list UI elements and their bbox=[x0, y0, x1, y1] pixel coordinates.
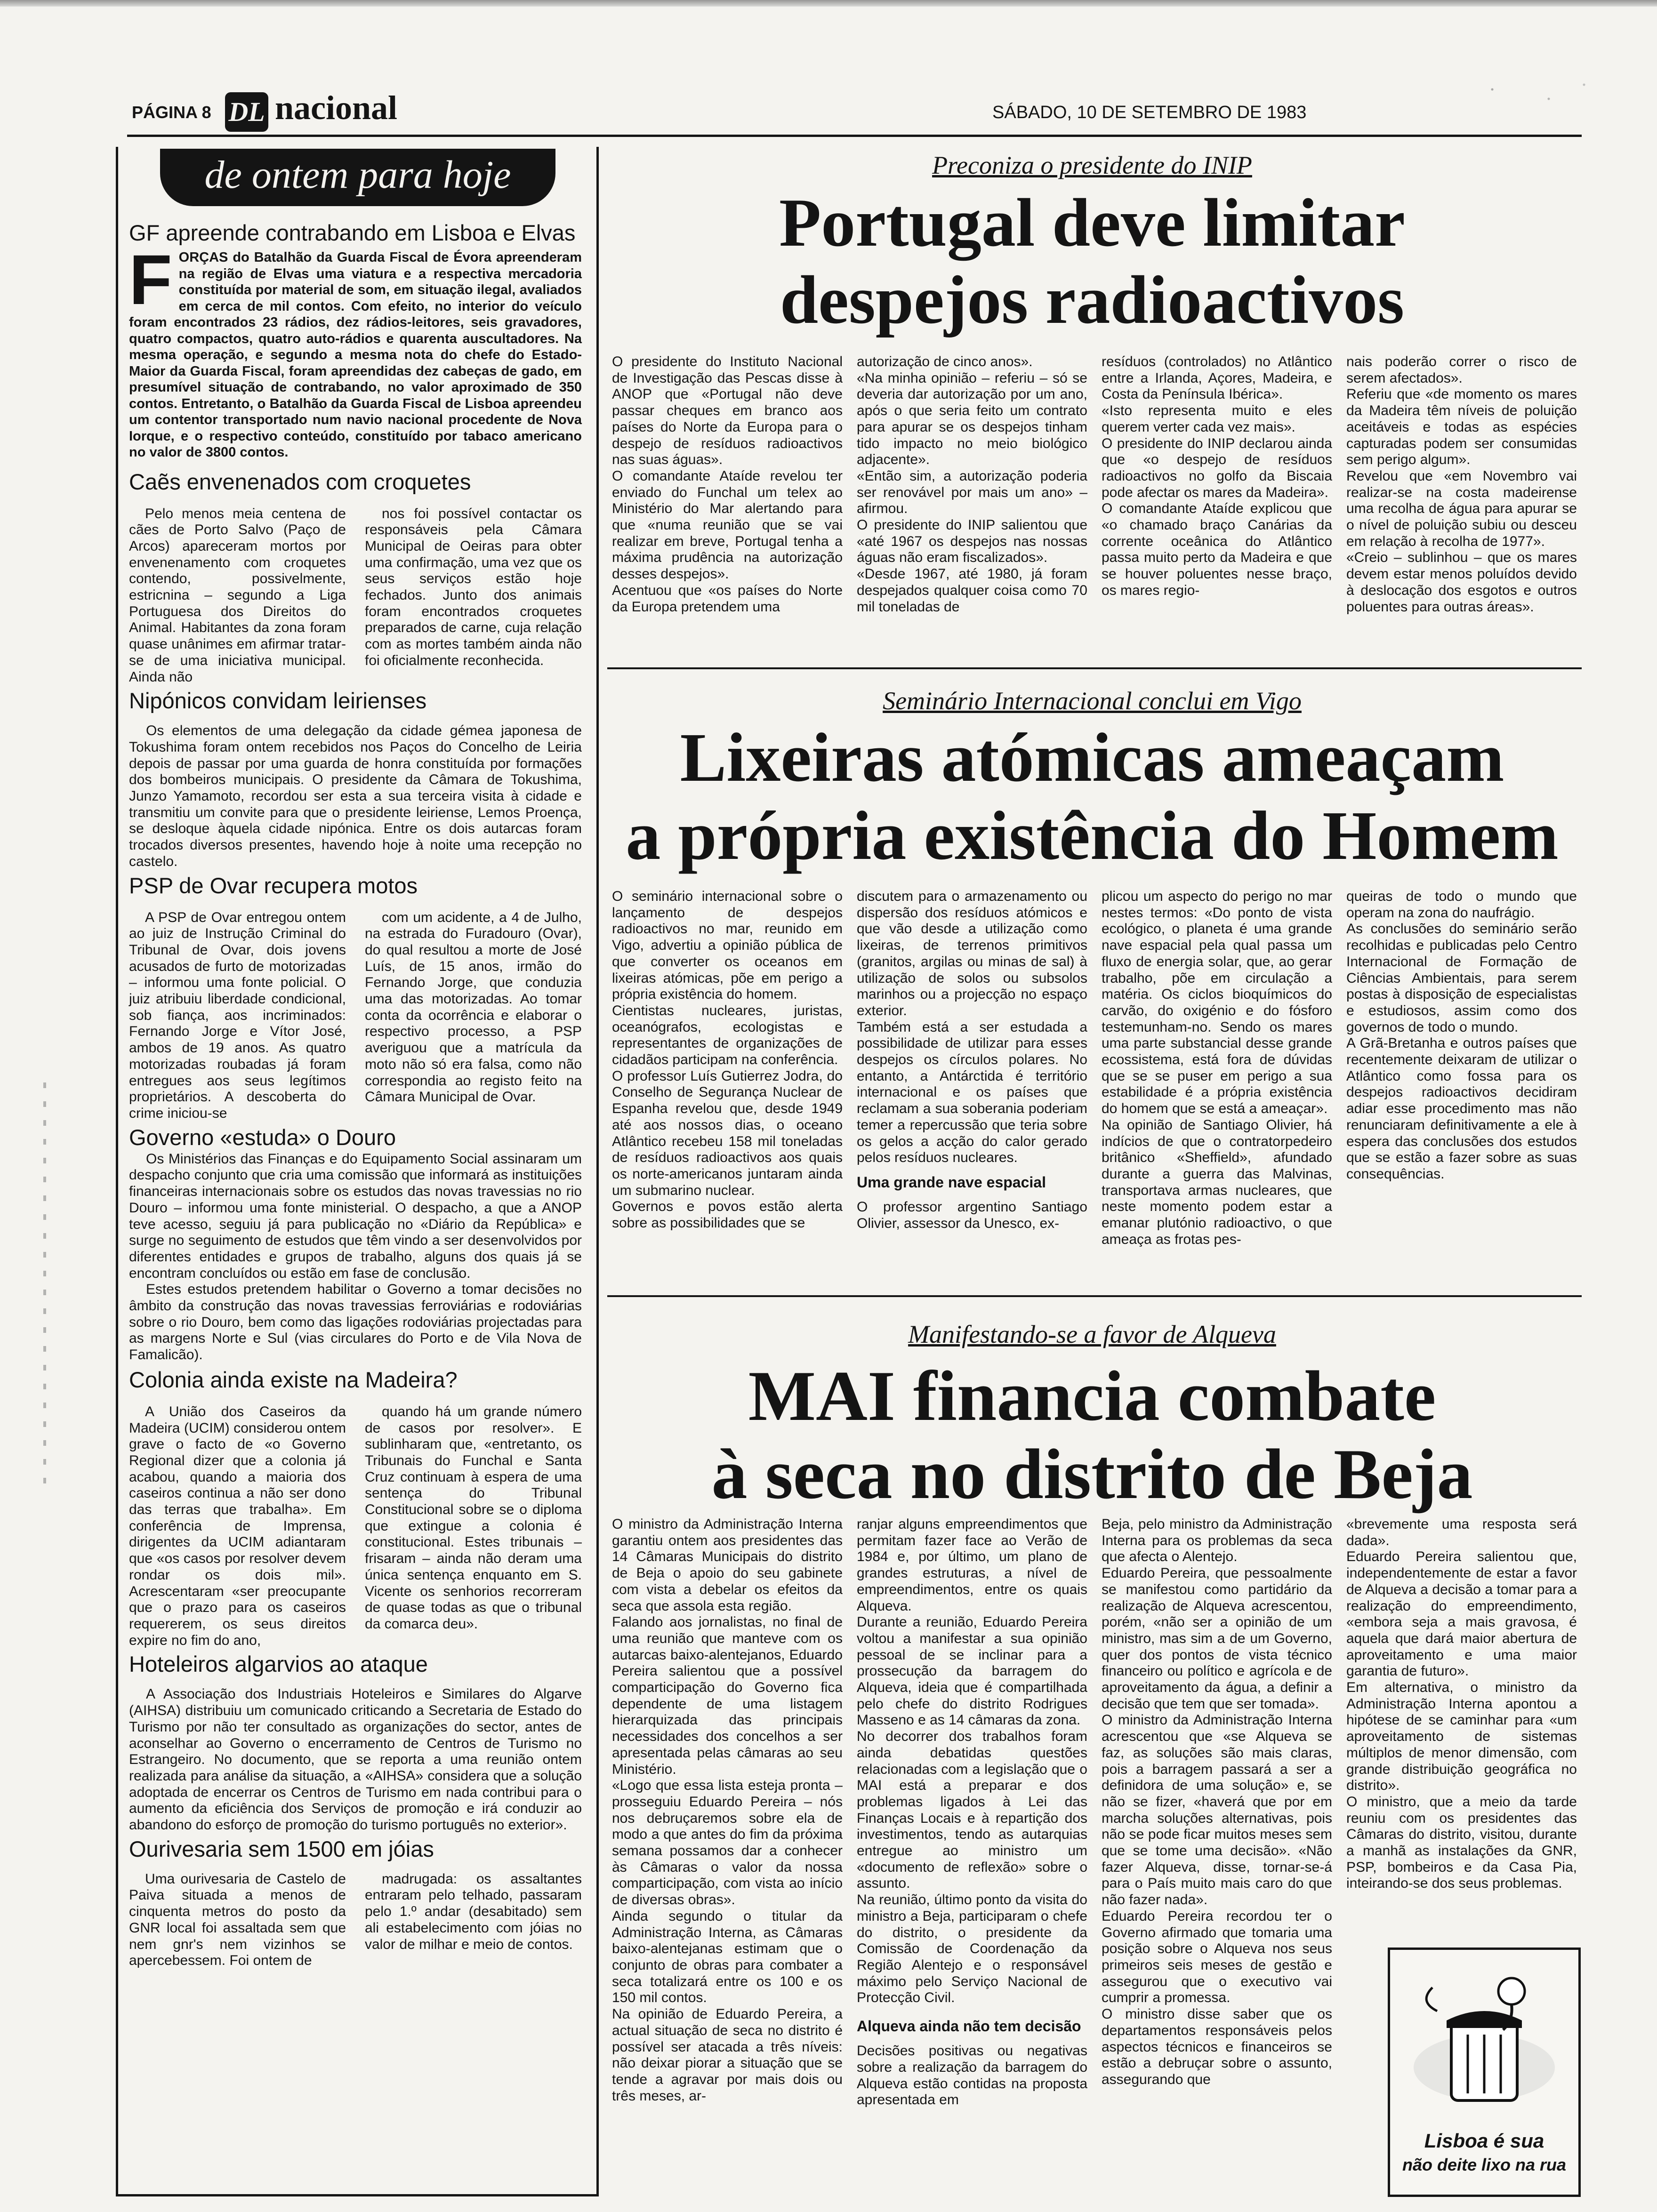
article2-col1-text: O seminário internacional sobre o lançamento de despejos radioactivos no mar, reunido em Vigo, advertiu a opinião pública de que converter os oceanos em lixeiras atómicas, põe em perigo a própria existência do homem. Cientistas nucleares, juristas, oceanógrafos, ecologistas e representantes de organizações de cidadãos participam na conferência. O professor Luís Gutierrez Jodra, do Conselho de Segurança Nuclear de Espanha revelou que, desde 1949 até aos nossos dias, o oceano Atlântico recebeu 158 mil toneladas de resíduos radioactivos aos quais os norte-americanos juntaram ainda um submarino nuclear. Governos e povos estão alerta sobre as possibilidades que se bbox=[612, 889, 843, 1231]
story-douro-body2: Estes estudos pretendem habilitar o Governo a tomar decisões no âmbito da construção das novas travessias ferroviárias e rodoviárias sobre o rio Douro, bem como das ligações rodoviárias projectadas para as margens Norte e Sul (vias circulares do Porto e de Vila Nova de Famalicão). bbox=[129, 1282, 582, 1363]
article2-col2 bbox=[857, 889, 1087, 1284]
story-colonia-columns bbox=[129, 1404, 582, 1649]
masthead-rule bbox=[127, 135, 1582, 137]
left-stories bbox=[129, 220, 582, 1969]
article1-title-line2: despejos radioactivos bbox=[780, 262, 1405, 338]
article2-rule bbox=[607, 1295, 1582, 1297]
story-niponicos-body: Os elementos de uma delegação da cidade gémea japonesa de Tokushima foram ontem recebidos nos Paços do Concelho de Leiria depois de passar por uma guarda de honra constituída por formações dos bombeiros municipais. O presidente da Câmara de Tokushima, Junzo Yamamoto, recordou ser esta a sua terceira visita à cidade e transmitiu um convite para que o presidente leiriense, Lemos Proença, se desloque àquela cidade nipónica. Entre os dois autarcas foram trocados diversos presentes, havendo hoje à noite uma recepção no castelo. bbox=[129, 723, 582, 869]
trash-bin-illustration bbox=[1390, 1950, 1578, 2119]
article2-col4 bbox=[1346, 889, 1577, 1284]
article1-col3-text: resíduos (controlados) no Atlântico entre a Irlanda, Açores, Madeira, e Costa da Península Ibérica». «Isto representa muito e eles querem verter cada vez mais». O presidente do INIP declarou ainda que «o despejo de resíduos radioactivos no golfo da Biscaia pode afectar os mares da Madeira». O comandante Ataíde explicou que «o chamado braço Canárias da corrente oceânica do Atlântico passa muito perto da Madeira e que se houver poluentes nesse braço, os mares regio- bbox=[1102, 354, 1332, 598]
article1-col2 bbox=[857, 354, 1087, 655]
story-hoteleiros-body: A Associação dos Industriais Hoteleiros e Similares do Algarve (AIHSA) distribuiu um comunicado criticando a Secretaria de Estado do Turismo por não ter consultado as organizações do sector, antes de aconselhar ao Governo o encerramento de Centros de Turismo no Estrangeiro. No documento, que se reporta a uma reunião ontem realizada para análise da situação, a «AIHSA» considera que a solução adoptada de encerrar os Centros de Turismo em nada contribui para o aumento da eficiência dos Serviços de promoção e irá conduzir ao abandono do esforço de promoção do turismo português no exterior». bbox=[129, 1686, 582, 1833]
story-caes-col2: nos foi possível contactar os responsáveis pela Câmara Municipal de Oeiras para obter uma confirmação, uma vez que os seus serviços estão hoje fechados. Junto dos animais foram encontrados croquetes preparados de carne, cuja relação com as mortes também ainda não foi oficialmente reconhecida. bbox=[365, 505, 582, 668]
story-colonia-col1: A União dos Caseiros da Madeira (UCIM) considerou ontem grave o facto de «o Governo Regional dizer que a colonia já acabou, quando a maioria dos caseiros continua a não ser dono das terras que trabalha». Em conferência de Imprensa, dirigentes da UCIM adiantaram que «os casos por resolver devem rondar os dois mil». Acrescentaram «ser preocupante que o prazo para os caseiros requererem, os seus direitos expire no fim do ano, bbox=[129, 1403, 346, 1648]
article1-title-line1: Portugal deve limitar bbox=[779, 184, 1405, 261]
article2-title-line1: Lixeiras atómicas ameaçam bbox=[680, 719, 1504, 796]
story-douro-body1: Os Ministérios das Finanças e do Equipamento Social assinaram um despacho conjunto que cria uma comissão que informará as instituições financeiras internacionais sobre os estudos das novas travessias no rio Douro – informou uma fonte ministerial. O despacho, a que a ANOP teve acesso, seguiu já para publicação no «Diário da República» e surge no seguimento de estudos que têm vindo a ser desenvolvidos por diferentes entidades e grupos de trabalho, alguns dos quais já se encontram concluídos ou estão em fase de conclusão. bbox=[129, 1151, 582, 1281]
article3-col2-tail: Decisões positivas ou negativas sobre a realização da barragem do Alqueva estão contidas na proposta apresentada em bbox=[857, 2043, 1087, 2108]
article3-kicker: Manifestando-se a favor de Alqueva bbox=[908, 1320, 1276, 1348]
issue-date: SÁBADO, 10 DE SETEMBRO DE 1983 bbox=[992, 103, 1307, 122]
story-caes-headline: Caẽs envenenados com croquetes bbox=[129, 469, 471, 494]
story-psp-columns bbox=[129, 910, 582, 1122]
article1-rule bbox=[607, 667, 1582, 669]
article1-col1 bbox=[612, 354, 843, 655]
scan-margin-marks bbox=[43, 1082, 46, 1487]
story-psp-col1: A PSP de Ovar entregou ontem ao juiz de Instrução Criminal do Tribunal de Ovar, dois jovens acusados de furto de motorizadas – informou uma fonte policial. O juiz atribuiu liberdade condicional, sob fiança, aos incriminados: Fernando Jorge e Vítor José, ambos de 19 anos. As quatro motorizadas roubadas já foram entregues aos seus legítimos proprietários. A descoberta do crime iniciou-se bbox=[129, 909, 346, 1121]
article1-col4 bbox=[1346, 354, 1577, 655]
section-name: nacional bbox=[275, 89, 398, 127]
story-gf-headline: GF apreende contrabando em Lisboa e Elvas bbox=[129, 220, 576, 245]
article3-col2 bbox=[857, 1516, 1087, 2199]
newspaper-logo: DL bbox=[225, 92, 268, 132]
article3-col3-text: Beja, pelo ministro da Administração Interna para os problemas da seca que afecta o Alentejo. Eduardo Pereira, que pessoalmente se manifestou como partidário da realização de Alqueva acrescentou, porém, «não ser a opinião de um ministro, mas sim a de um Governo, quer dos pontos de vista técnico financeiro ou político e agrícola e de aproveitamento da água, a definir a decisão que tem que ser tomada». O ministro da Administração Interna acrescentou que «se Alqueva se faz, as soluções são mais claras, pois a barragem passará a ser a definidora de uma solução» e, se não se fizer, «haverá que por em marcha soluções alternativas, pois não se pode ficar muitos meses sem que se tome uma decisão». «Não fazer Alqueva, disse, tornar-se-á para o País muito mais caro do que não fazer nada». Eduardo Pereira recordou ter o Governo afirmado que tomaria uma posição sobre o Alqueva nos seus primeiros seis meses de gestão e assegurou que o executivo vai cumprir a promessa. O ministro disse saber que os departamentos responsáveis pelos aspectos técnicos e financeiros se estão a debruçar sobre o assunto, assegurando que bbox=[1102, 1516, 1332, 2087]
article1-col3 bbox=[1102, 354, 1332, 655]
ad-slogan-line1: Lisboa é sua bbox=[1424, 2130, 1544, 2152]
story-douro-headline: Governo «estuda» o Douro bbox=[129, 1124, 396, 1150]
article1-col2-text: autorização de cinco anos». «Na minha opinião – referiu – só se deveria dar autorização por um ano, após o que seria feito um contrato para apurar se os despejos tinham tido impacto no meio biológico adjacente». «Então sim, a autorização poderia ser renovável por mais um ano» – afirmou. O presidente do INIP salientou que «até 1967 os despejos nas nossas águas não eram fiscalizados». «Desde 1967, até 1980, já foram despejados qualquer coisa como 70 mil toneladas de bbox=[857, 354, 1087, 615]
story-psp-col2: com um acidente, a 4 de Julho, na estrada do Furadouro (Ovar), do qual resultou a morte de José Luís, de 15 anos, irmão do Fernando Jorge, que conduzia uma das motorizadas. Ao tomar conta da ocorrência e elaborar o respectivo processo, a PSP averiguou que a matrícula da moto não só era falsa, como não correspondia ao registo feito na Câmara Municipal de Ovar. bbox=[365, 909, 582, 1105]
story-ourivesaria-headline: Ourivesaria sem 1500 em jóias bbox=[129, 1836, 434, 1861]
article1-columns bbox=[612, 354, 1577, 655]
story-hoteleiros-headline: Hoteleiros algarvios ao ataque bbox=[129, 1651, 428, 1677]
article1-kicker: Preconiza o presidente do INIP bbox=[932, 151, 1252, 179]
article2-col2-text: discutem para o armazenamento ou dispersão dos resíduos atómicos e que vão desde a utilização como lixeiras, de terrenos primitivos (granitos, argilas ou minas de sal) à utilização de solos ou subsolos marinhos ou a projecção no espaço exterior. Também está a ser estudada a possibilidade de utilizar para esses despejos os círculos polares. No entanto, a Antárctida é território internacional e os países que reclamam a sua soberania poderiam temer a repercussão que teria sobre os gelos a acção do calor gerado pelos resíduos nucleares. bbox=[857, 889, 1087, 1166]
article3-title-line2: à seca no distrito de Beja bbox=[711, 1435, 1473, 1514]
story-gf-text: ORÇAS do Batalhão da Guarda Fiscal de Évora apreenderam na região de Elvas uma viatura e a respectiva mercadoria constituída por material de som, em situação ilegal, avaliados em cerca de mil contos. Com efeito, no interior do veículo foram encontrados 23 rádios, dez rádios-leitores, seis gravadores, quatro compactos, quatro auto-rádios e quarenta auscultadores. Na mesma operação, e segundo a mesma nota do chefe do Estado-Maior da Guarda Fiscal, foram apreendidas dez cabeças de gado, em presumível situação de contrabando, no valor aproximado de 350 contos. Entretanto, o Batalhão da Guarda Fiscal de Lisboa apreendeu um contentor transportado num navio nacional procedente de Nova Iorque, e o respectivo conteúdo, constituído por tabaco americano no valor de 3800 contos. bbox=[129, 250, 582, 460]
article3-col1-text: O ministro da Administração Interna garantiu ontem aos presidentes das 14 Câmaras Municipais do distrito de Beja o apoio do seu gabinete com vista a debelar os efeitos da seca que assola esta região. Falando aos jornalistas, no final de uma reunião que manteve com os autarcas baixo-alentejanos, Eduardo Pereira salientou que a possível comparticipação do Governo fica dependente de uma listagem hierarquizada das principais necessidades dos concelhos a ser apresentada pelas câmaras ao seu Ministério. «Logo que essa lista esteja pronta – prosseguiu Eduardo Pereira – nós nos debruçaremos sobre ela de modo a que antes do fim da próxima semana possamos dar a conhecer às Câmaras o valor da nossa comparticipação, com vista ao início de diversas obras». Ainda segundo o titular da Administração Interna, as Câmaras baixo-alentejanas estimam que o conjunto de obras para combater a seca totalizará entre os 100 e os 150 mil contos. Na opinião de Eduardo Pereira, a actual situação de seca no distrito é possível ser atacada a três níveis: não deixar piorar a situação que se tende a agravar por mais dois ou três meses, ar- bbox=[612, 1516, 843, 2104]
article2-title-line2: a própria existência do Homem bbox=[626, 797, 1559, 874]
article2-col4-text: queiras de todo o mundo que operam na zona do naufrágio. As conclusões do seminário serão recolhidas e publicadas pelo Centro Internacional de Formação de Ciências Ambientais, para serem postas à disposição de especialistas e estudiosos, assim como dos governos de todo o mundo. A Grã-Bretanha e outros países que recentemente deixaram de utilizar o Atlântico como fossa para os despejos radioactivos decidiram adiar esse procedimento mas não renunciaram definitivamente a ele à espera das conclusões dos estudos que se estão a fazer sobre as suas consequências. bbox=[1346, 889, 1577, 1182]
story-psp-headline: PSP de Ovar recupera motos bbox=[129, 873, 418, 898]
article3-col2-text: ranjar alguns empreendimentos que permitam fazer face ao Verão de 1984 e, por último, um plano de grandes estruturas, a nível de empreendimentos, entre os quais Alqueva. Durante a reunião, Eduardo Pereira voltou a manifestar a sua opinião pessoal de se inclinar para a prossecução da barragem do Alqueva, ideia que é compartilhada pelo chefe do distrito Rodrigues Masseno e as 14 câmaras da zona. No decorrer dos trabalhos foram ainda debatidas questões relacionadas com a legislação que o MAI está a preparar e dos problemas ligados à Lei das Finanças Locais e à repartição dos investimentos, tendo as autarquias entregue ao ministro um «documento de reflexão» sobre o assunto. Na reunião, último ponto da visita do ministro a Beja, participaram o chefe do distrito, o presidente da Comissão de Coordenação da Região Alentejo e o responsável máximo pelo Serviço Nacional de Protecção Civil. bbox=[857, 1516, 1087, 2006]
article2-col2-tail: O professor argentino Santiago Olivier, assessor da Unesco, ex- bbox=[857, 1199, 1087, 1231]
article2-subhead: Uma grande nave espacial bbox=[857, 1173, 1046, 1191]
article3-subhead: Alqueva ainda não tem decisão bbox=[857, 2018, 1081, 2035]
story-ourivesaria-col1: Uma ourivesaria de Castelo de Paiva situada a menos de cinquenta metros do posto da GNR local foi assaltada sem que nem gnr's nem vizinhos se apercebessem. Foi ontem de bbox=[129, 1871, 346, 1969]
advertisement-box bbox=[1388, 1948, 1581, 2197]
page-number: PÁGINA 8 bbox=[132, 103, 211, 122]
scan-edge bbox=[0, 0, 1657, 7]
article2-col3-text: plicou um aspecto do perigo no mar nestes termos: «Do ponto de vista ecológico, o planeta é uma grande nave espacial pela qual passa um fluxo de energia solar, que, ao gerar trabalho, põe em circulação a matéria. Os ciclos bioquímicos do carvão, do oxigénio e do fósforo testemunham-no. Sendo os mares uma parte substancial desse grande ecossistema, está fora de dúvidas que se se puser em perigo a sua estabilidade é a própria existência do homem que se está a ameaçar». Na opinião de Santiago Olivier, há indícios de que o contratorpedeiro britânico «Sheffield», afundado durante a guerra das Malvinas, transportava armas nucleares, que neste momento podem estar a emanar plutónio radioactivo, o que ameaça as frotas pes- bbox=[1102, 889, 1332, 1247]
story-ourivesaria-columns bbox=[129, 1871, 582, 1969]
article2-kicker: Seminário Internacional conclui em Vigo bbox=[883, 687, 1302, 715]
article2-columns bbox=[612, 889, 1577, 1284]
ad-slogan-line2: não deite lixo na rua bbox=[1402, 2155, 1567, 2174]
story-colonia-col2: quando há um grande número de casos por resolver». E sublinharam que, «entretanto, os Tribunais do Funchal e Santa Cruz continuam à espera de uma sentença do Tribunal Constitucional sobre se o diploma que extingue a colonia é constitucional. Estes tribunais – frisaram – ainda não deram uma única sentença enquanto em S. Vicente os senhorios recorreram de quase todas as que o tribunal da comarca deu». bbox=[365, 1403, 582, 1632]
story-colonia-headline: Colonia ainda existe na Madeira? bbox=[129, 1367, 458, 1392]
story-niponicos-headline: Nipónicos convidam leirienses bbox=[129, 688, 427, 713]
article3-col4-text: «brevemente uma resposta será dada». Eduardo Pereira salientou que, independentemente de estar a favor de Alqueva a decisão a tomar para a realização do empreendimento, «embora seja a mais gravosa, é aquela que dará maior abertura de aproveitamento e uma maior garantia de futuro». Em alternativa, o ministro da Administração Interna apontou a hipótese de se caminhar para «um aproveitamento de sistemas múltiplos de menor dimensão, com grande distribuição geográfica no distrito». O ministro, que a meio da tarde reuniu com os presidentes das Câmaras do distrito, visitou, durante a manhã as instalações da GNR, PSP, bombeiros e da Casa Pia, inteirando-se dos seus problemas. bbox=[1346, 1516, 1577, 1891]
scan-noise bbox=[1464, 71, 1605, 118]
article3-col1 bbox=[612, 1516, 843, 2199]
drop-cap: F bbox=[129, 240, 172, 319]
article2-col1 bbox=[612, 889, 843, 1284]
article3-col3 bbox=[1102, 1516, 1332, 2199]
story-caes-col1: Pelo menos meia centena de cães de Porto Salvo (Paço de Arcos) apareceram mortos por envenenamento com croquetes contendo, possivelmente, estricnina – segundo a Liga Portuguesa dos Direitos do Animal. Habitantes da zona foram quase unânimes em afirmar tratar-se de uma iniciativa municipal. Ainda não bbox=[129, 505, 346, 685]
story-ourivesaria-col2: madrugada: os assaltantes entraram pelo telhado, passaram pelo 1.º andar (desabitado) sem ali estabelecimento com jóias no valor de milhar e meio de contos. bbox=[365, 1871, 582, 1952]
article1-col4-text: nais poderão correr o risco de serem afectados». Referiu que «de momento os mares da Madeira têm níveis de poluição aceitáveis e todas as espécies capturadas podem ser consumidas sem perigo algum». Revelou que «em Novembro vai realizar-se na costa madeirense uma recolha de água para apurar se o nível de poluição subiu ou desceu em relação à recolha de 1977». «Creio – sublinhou – que os mares devem estar menos poluídos devido à deslocação dos esgotos e outros poluentes para outras áreas». bbox=[1346, 354, 1577, 615]
article3-title-line1: MAI financia combate bbox=[748, 1356, 1436, 1435]
story-caes-columns bbox=[129, 506, 582, 686]
article1-col1-text: O presidente do Instituto Nacional de Investigação das Pescas disse à ANOP que «Portugal não deve passar cheques em branco aos países do Norte da Europa para o despejo de resíduos radioactivos nas suas águas». O comandante Ataíde revelou ter enviado do Funchal um telex ao Ministério do Mar alertando para que «numa reunião que se vai realizar em breve, Portugal tenha a máxima prudência na autorização desses despejos». Acentuou que «os países do Norte da Europa pretendem uma bbox=[612, 354, 843, 615]
column-banner: de ontem para hoje bbox=[160, 149, 555, 206]
story-gf-body bbox=[129, 240, 582, 461]
article2-col3 bbox=[1102, 889, 1332, 1284]
